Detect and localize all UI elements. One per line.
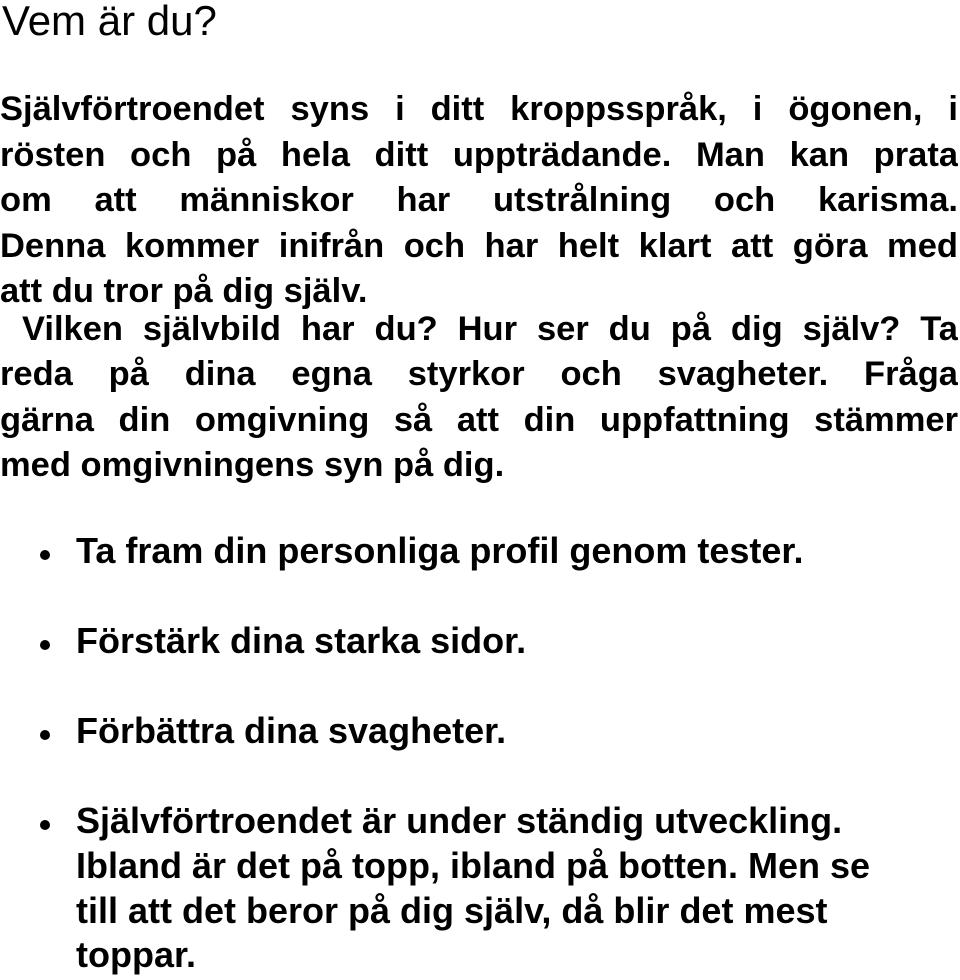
paragraph-line: Denna kommer inifrån och har helt klart att göra med: [0, 226, 958, 265]
bullet-item-line: toppar.: [76, 934, 197, 975]
paragraph-line: Vilken självbild har du? Hur ser du på dig själv? Ta: [22, 310, 958, 348]
paragraph-line: reda på dina egna styrkor och svagheter. Fråga: [0, 355, 958, 393]
bullet-dot-icon: [40, 550, 50, 560]
paragraph-self-image-first-line: [22, 307, 958, 353]
paragraph-line: om att människor har utstrålning och karisma.: [0, 181, 958, 219]
bullet-dot-icon: [40, 730, 50, 740]
paragraph-line: med omgivningens syn på dig.: [0, 446, 505, 484]
paragraph-self-image: [0, 352, 958, 489]
page-title: Vem är du?: [2, 0, 217, 44]
bullet-dot-icon: [40, 640, 50, 650]
paragraph-line: Självförtroendet syns i ditt kroppsspråk, i ögonen, i: [0, 90, 958, 128]
paragraph-self-confidence: [0, 87, 958, 315]
bullet-item: Förstärk dina starka sidor.: [76, 620, 527, 661]
bullet-item: Förbättra dina svagheter.: [76, 710, 507, 751]
bullet-item: Ta fram din personliga profil genom tester.: [76, 530, 804, 571]
bullet-dot-icon: [40, 820, 50, 830]
paragraph-line: rösten och på hela ditt uppträdande. Man kan prata: [0, 135, 958, 174]
paragraph-line: att du tror på dig själv.: [0, 272, 368, 310]
bullet-item-line: Ibland är det på topp, ibland på botten. Men se: [76, 845, 871, 886]
paragraph-line: gärna din omgivning så att din uppfattning stämmer: [0, 400, 958, 439]
bullet-item-line: till att det beror på dig själv, då blir det mest: [76, 890, 828, 931]
bullet-item-line: Självförtroendet är under ständig utveckling.: [76, 800, 843, 841]
